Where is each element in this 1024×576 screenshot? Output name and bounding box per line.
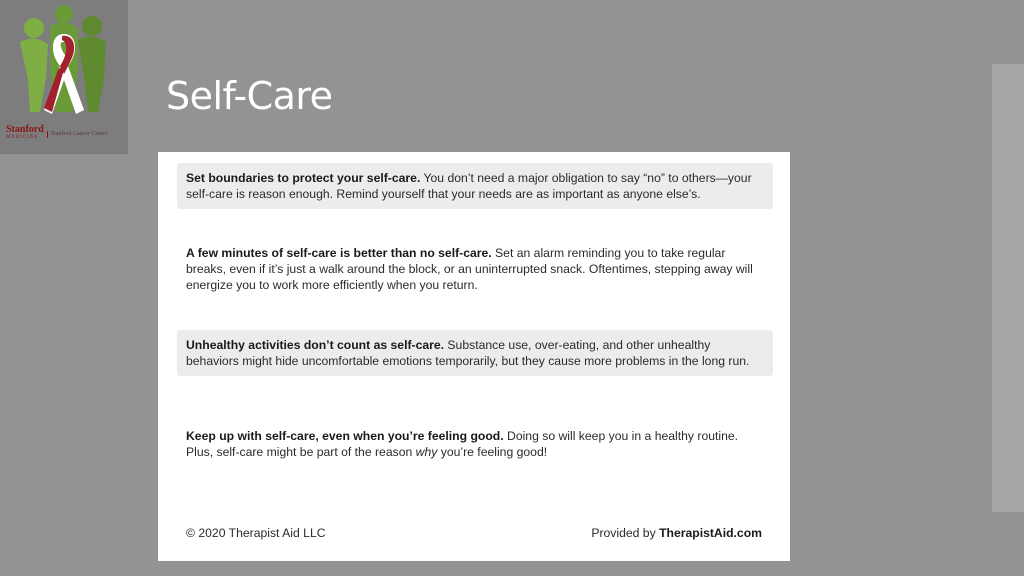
tip-body: Set an alarm reminding you to take regular breaks, even if it’s just a walk around the block, or an uninterrupted snack. Oftentimes, stepping away will energize you to work more efficiently when you return. [186, 246, 753, 292]
tip-few-minutes [177, 238, 773, 300]
tip-body: Doing so will keep you in a healthy routine. Plus, self-care might be part of the reason [186, 429, 739, 459]
stanford-wordmark: Stanford MEDICINE [6, 124, 44, 140]
tip-body: Substance use, over-eating, and other unhealthy behaviors might hide uncomfortable emotions temporarily, but they cause more problems in the long run. [186, 338, 750, 368]
right-side-panel [992, 64, 1024, 512]
tip-heading: A few minutes of self-care is better than no self-care. [186, 246, 492, 260]
provider-name: TherapistAid.com [659, 526, 762, 540]
copyright-notice: © 2020 Therapist Aid LLC [186, 526, 326, 540]
tip-emphasis: why [415, 445, 438, 459]
tip-heading: Keep up with self-care, even when you’re feeling good. [186, 429, 504, 443]
logo-panel [0, 0, 128, 154]
tip-heading: Set boundaries to protect your self-care. [186, 171, 421, 185]
self-care-worksheet [158, 152, 790, 561]
stanford-cancer-center-logo-icon [0, 0, 128, 124]
tip-keep-up [177, 421, 773, 467]
cancer-center-name: Stanford Cancer Center [47, 131, 108, 138]
worksheet-footer [186, 526, 762, 540]
tip-unhealthy-activities [177, 330, 773, 376]
logo-wordmark [6, 126, 107, 142]
provided-by-label: Provided by [591, 526, 660, 540]
tip-set-boundaries [177, 163, 773, 209]
tip-heading: Unhealthy activities don’t count as self-care. [186, 338, 445, 352]
provided-by [591, 526, 762, 540]
tip-body-end: you’re feeling good! [437, 445, 548, 459]
slide-title: Self-Care [166, 74, 333, 118]
tip-body: You don’t need a major obligation to say “no” to others—your self-care is reason enough. Remind yourself that your needs are as important as anyone else’s. [186, 171, 752, 201]
